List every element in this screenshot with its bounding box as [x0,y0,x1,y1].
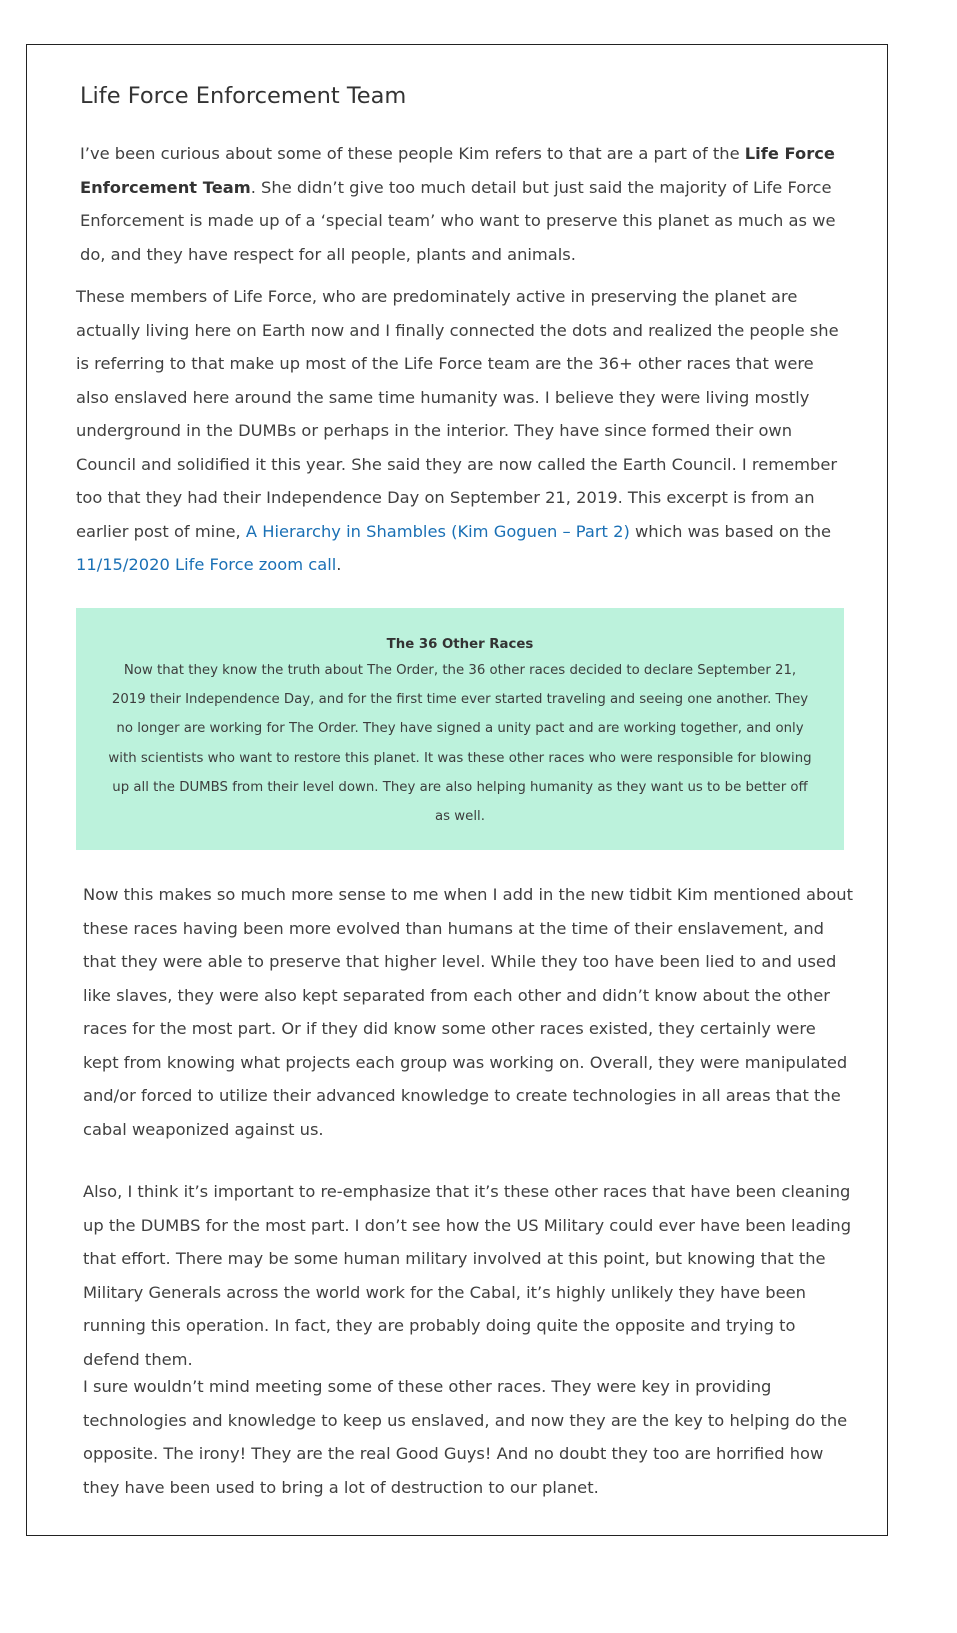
intro-bold-team-name: Life Force Enforcement Team [80,144,835,197]
excerpt-quote-box [76,608,844,850]
intro-text-start: I’ve been curious about some of these people Kim refers to that are a part of the [80,144,745,163]
excerpt-title: The 36 Other Races [386,637,534,652]
emphasize-paragraph: Also, I think it’s important to re-emphasize that it’s these other races that have been cleaning up the DUMBS for the most part. I don’t see how the US Military could ever have been leading that effort. There may be some human military involved at this point, but knowing that the Military Generals across the world work for the Cabal, it’s highly unlikely they have been running this operation. In fact, they are probably doing quite the opposite and trying to defend them. [83,1182,852,1369]
members-text-middle: which was based on the [629,521,832,541]
members-paragraph [76,280,851,582]
intro-text-end: . She didn’t give too much detail but just said the majority of Life Force Enforcement is made up of a ‘special team’ who want to preserve this planet as much as we do, and they have respect for all people, plants and animals. [80,177,836,264]
intro-paragraph [80,137,850,271]
members-text-end: . [336,555,342,574]
article-title: Life Force Enforcement Team [80,83,407,109]
sense-paragraph: Now this makes so much more sense to me when I add in the new tidbit Kim mentioned about these races having been more evolved than humans at the time of their enslavement, and that they were able to preserve that higher level. While they too have been lied to and used like slaves, they were also kept separated from each other and didn’t know about the other races for the most part. Or if they did know some other races existed, they certainly were kept from knowing what projects each group was working on. Overall, they were manipulated and/or forced to utilize their advanced knowledge to create technologies in all areas that the cabal weaponized against us. [83,885,853,1139]
hierarchy-post-link[interactable]: A Hierarchy in Shambles (Kim Goguen – Part 2) [245,521,630,541]
article-container [26,44,888,1536]
members-text-start: These members of Life Force, who are predominately active in preserving the planet are actually living here on Earth now and I finally connected the dots and realized the people she is referring to that make up most of the Life Force team are the 36+ other races that were also enslaved here around the same time humanity was. I believe they were living mostly underground in the DUMBs or perhaps in the interior. They have since formed their own Council and solidified it this year. She said they are now called the Earth Council. I remember too that they had their Independence Day on September 21, 2019. This excerpt is from an earlier post of mine, [76,287,839,541]
excerpt-body: Now that they know the truth about The Order, the 36 other races decided to declare September 21, 2019 their Independence Day, and for the first time ever started traveling and seeing one another. They no longer are working for The Order. They have signed a unity pact and are working together, and only with scientists who want to restore this planet. It was these other races who were responsible for blowing up all the DUMBS from their level down. They are also helping humanity as they want us to be better off as well. [108,663,812,825]
meeting-paragraph: I sure wouldn’t mind meeting some of these other races. They were key in providing technologies and knowledge to keep us enslaved, and now they are the key to helping do the opposite. The irony! They are the real Good Guys! And no doubt they too are horrified how they have been used to bring a lot of destruction to our planet. [83,1377,848,1497]
zoom-call-link[interactable]: 11/15/2020 Life Force zoom call [76,555,337,574]
